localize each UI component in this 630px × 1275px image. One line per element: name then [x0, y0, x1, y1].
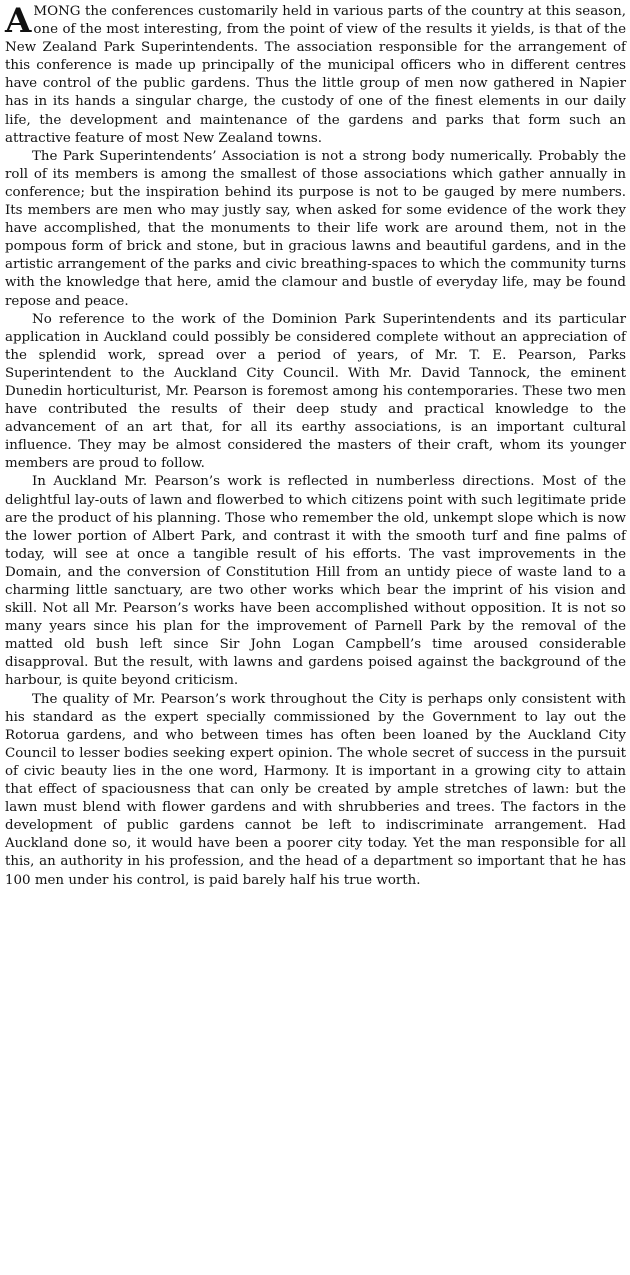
article-paragraph-1 [5, 3, 626, 148]
article-paragraph-4: In Auckland Mr. Pearson’s work is reflected in numberless directions. Most of the delightful lay-outs of lawn and flowerbed to which citizens point with such legitimate pride are the product of his planning. Those who remember the old, unkempt slope which is now the lower portion of Albert Park, and contrast it with the smooth turf and fine palms of today, will see at once a tangible result of his efforts. The vast improvements in the Domain, and the conversion of Constitution Hill from an untidy piece of waste land to a charming little sanctuary, are two other works which bear the imprint of his vision and skill. Not all Mr. Pearson’s works have been accomplished without opposition. It is not so many years since his plan for the improvement of Parnell Park by the removal of the matted old bush left since Sir John Logan Campbell’s time aroused considerable disapproval. But the result, with lawns and gardens poised against the background of the harbour, is quite beyond criticism. [5, 474, 626, 689]
drop-cap: A [5, 1, 32, 41]
article-paragraph-2: The Park Superintendents’ Association is not a strong body numerically. Probably the roll of its members is among the smallest of those associations which gather annually in conference; but the inspiration behind its purpose is not to be gauged by mere numbers. Its members are men who may justly say, when asked for some evidence of the work they have accomplished, that the monuments to their life work are around them, not in the pompous form of brick and stone, but in gracious lawns and beautiful gardens, and in the artistic arrangement of the parks and civic breathing-spaces to which the community turns with the knowledge that here, amid the clamour and bustle of everyday life, may be found repose and peace. [5, 148, 626, 309]
paragraph-text: MONG the conferences customarily held in various parts of the country at this season, one of the most interesting, from the point of view of the results it yields, is that of the New Zealand Park Superintendents. The association responsible for the arrangement of this conference is made up principally of the municipal officers who in different centres have control of the public gardens. Thus the little group of men now gathered in Napier has in its hands a singular charge, the custody of one of the finest elements in our daily life, the development and maintenance of the gardens and parks that form such an attractive feature of most New Zealand towns. [5, 4, 626, 146]
article-paragraph-3: No reference to the work of the Dominion Park Superintendents and its particular application in Auckland could possibly be considered complete without an appreciation of the splendid work, spread over a period of years, of Mr. T. E. Pearson, Parks Superintendent to the Auckland City Council. With Mr. David Tannock, the eminent Dunedin horticulturist, Mr. Pearson is foremost among his contemporaries. These two men have contributed the results of their deep study and practical knowledge to the advancement of an art that, for all its earthy associations, is an important cultural influence. They may be almost considered the masters of their craft, whom its younger members are proud to follow. [5, 311, 626, 472]
article-paragraph-5: The quality of Mr. Pearson’s work throughout the City is perhaps only consistent with his standard as the expert specially commissioned by the Government to lay out the Rotorua gardens, and who between times has often been loaned by the Auckland City Council to lesser bodies seeking expert opinion. The whole secret of success in the pursuit of civic beauty lies in the one word, Harmony. It is important in a growing city to attain that effect of spaciousness that can only be created by ample stretches of lawn: but the lawn must blend with flower gardens and with shrubberies and trees. The factors in the development of public gardens cannot be left to indiscriminate arrangement. Had Auckland done so, it would have been a poorer city today. Yet the man responsible for all this, an authority in his profession, and the head of a department so important that he has 100 men under his control, is paid barely half his true worth. [5, 691, 626, 888]
